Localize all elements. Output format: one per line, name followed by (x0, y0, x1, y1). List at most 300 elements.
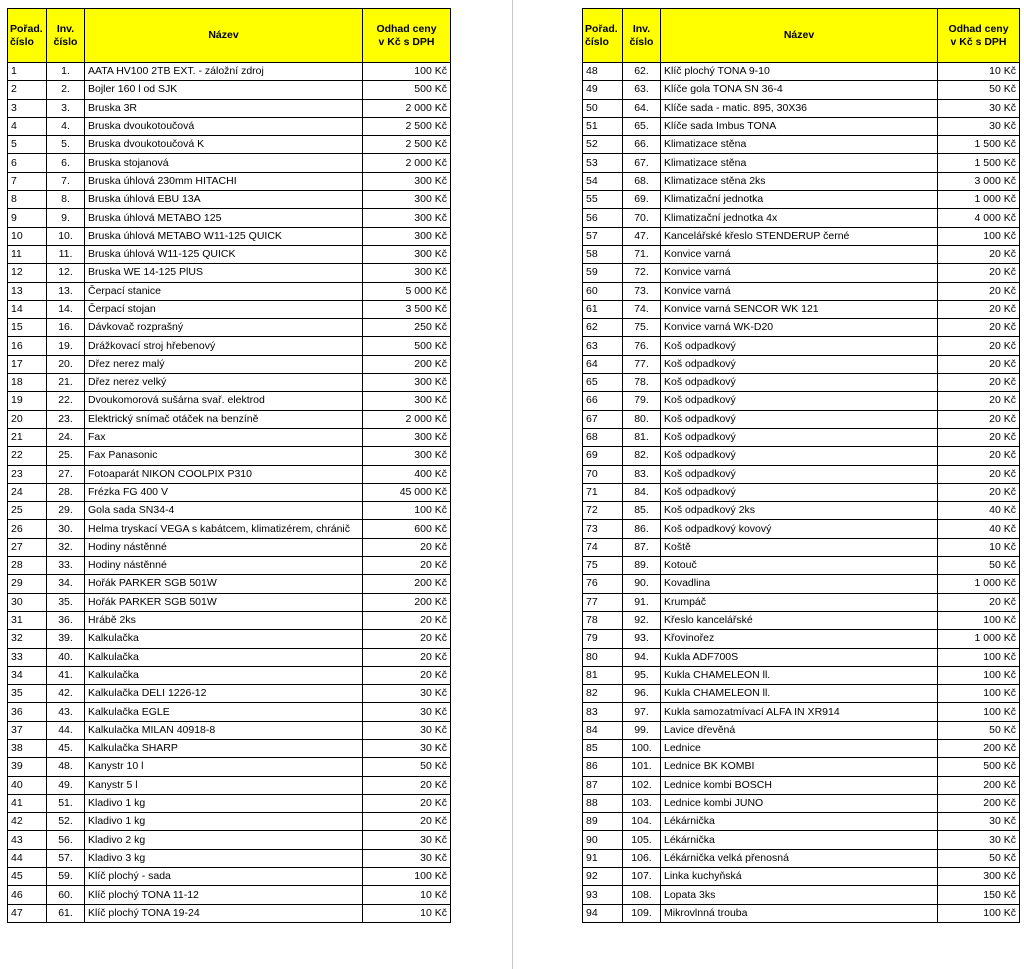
table-row (583, 776, 1020, 794)
price-cell: 20 Kč (938, 483, 1020, 501)
order-number-cell: 68 (583, 428, 623, 446)
table-row (8, 136, 451, 154)
item-name-cell: Klíče sada Imbus TONA (661, 117, 938, 135)
header-name: Název (85, 9, 363, 63)
price-cell: 100 Kč (938, 904, 1020, 922)
inventory-number-cell: 97. (623, 703, 661, 721)
price-cell: 200 Kč (363, 575, 451, 593)
item-name-cell: Koš odpadkový (661, 374, 938, 392)
price-cell: 500 Kč (363, 337, 451, 355)
table-row (8, 831, 451, 849)
price-cell: 2 000 Kč (363, 99, 451, 117)
price-cell: 20 Kč (938, 593, 1020, 611)
inventory-number-cell: 82. (623, 447, 661, 465)
price-cell: 1 000 Kč (938, 575, 1020, 593)
order-number-cell: 94 (583, 904, 623, 922)
price-cell: 300 Kč (938, 868, 1020, 886)
item-name-cell: Bruska úhlová EBU 13A (85, 191, 363, 209)
item-name-cell: Bruska úhlová METABO 125 (85, 209, 363, 227)
order-number-cell: 51 (583, 117, 623, 135)
order-number-cell: 14 (8, 300, 47, 318)
order-number-cell: 4 (8, 117, 47, 135)
table-row (583, 502, 1020, 520)
inventory-number-cell: 102. (623, 776, 661, 794)
inventory-number-cell: 35. (47, 593, 85, 611)
price-cell: 50 Kč (938, 721, 1020, 739)
price-cell: 20 Kč (363, 794, 451, 812)
order-number-cell: 79 (583, 630, 623, 648)
item-name-cell: Dvoukomorová sušárna svař. elektrod (85, 392, 363, 410)
item-name-cell: Fax Panasonic (85, 447, 363, 465)
price-cell: 30 Kč (938, 831, 1020, 849)
item-name-cell: Kalkulačka (85, 666, 363, 684)
inventory-number-cell: 6. (47, 154, 85, 172)
price-cell: 1 000 Kč (938, 191, 1020, 209)
price-cell: 100 Kč (938, 611, 1020, 629)
table-row (583, 758, 1020, 776)
item-name-cell: Hořák PARKER SGB 501W (85, 575, 363, 593)
table-row (8, 611, 451, 629)
price-cell: 20 Kč (363, 776, 451, 794)
price-cell: 100 Kč (938, 685, 1020, 703)
order-number-cell: 73 (583, 520, 623, 538)
item-name-cell: Koš odpadkový (661, 392, 938, 410)
order-number-cell: 3 (8, 99, 47, 117)
table-row (8, 502, 451, 520)
price-cell: 100 Kč (363, 63, 451, 81)
inventory-number-cell: 24. (47, 428, 85, 446)
inventory-number-cell: 32. (47, 538, 85, 556)
order-number-cell: 92 (583, 868, 623, 886)
price-cell: 20 Kč (938, 282, 1020, 300)
table-row (8, 685, 451, 703)
table-row (583, 81, 1020, 99)
item-name-cell: Lednice kombi JUNO (661, 794, 938, 812)
item-name-cell: Lednice (661, 739, 938, 757)
table-row (583, 666, 1020, 684)
inventory-number-cell: 83. (623, 465, 661, 483)
inventory-number-cell: 3. (47, 99, 85, 117)
price-cell: 10 Kč (938, 63, 1020, 81)
item-name-cell: Lékárnička velká přenosná (661, 849, 938, 867)
table-row (8, 538, 451, 556)
table-row (583, 337, 1020, 355)
table-row (8, 81, 451, 99)
inventory-number-cell: 41. (47, 666, 85, 684)
item-name-cell: Křeslo kancelářské (661, 611, 938, 629)
order-number-cell: 24 (8, 483, 47, 501)
item-name-cell: Čerpací stanice (85, 282, 363, 300)
inventory-number-cell: 4. (47, 117, 85, 135)
inventory-number-cell: 95. (623, 666, 661, 684)
inventory-number-cell: 93. (623, 630, 661, 648)
item-name-cell: Bruska úhlová METABO W11-125 QUICK (85, 227, 363, 245)
table-row (8, 209, 451, 227)
inventory-number-cell: 72. (623, 264, 661, 282)
order-number-cell: 52 (583, 136, 623, 154)
price-cell: 20 Kč (938, 428, 1020, 446)
order-number-cell: 61 (583, 300, 623, 318)
table-row (583, 172, 1020, 190)
inventory-number-cell: 52. (47, 813, 85, 831)
table-row (8, 245, 451, 263)
price-cell: 2 000 Kč (363, 410, 451, 428)
order-number-cell: 16 (8, 337, 47, 355)
table-row (583, 264, 1020, 282)
inventory-number-cell: 62. (623, 63, 661, 81)
price-cell: 100 Kč (363, 502, 451, 520)
price-cell: 3 000 Kč (938, 172, 1020, 190)
table-row (583, 282, 1020, 300)
table-row (8, 191, 451, 209)
price-cell: 300 Kč (363, 264, 451, 282)
inventory-number-cell: 85. (623, 502, 661, 520)
table-row (583, 849, 1020, 867)
price-cell: 250 Kč (363, 319, 451, 337)
order-number-cell: 78 (583, 611, 623, 629)
table-row (583, 739, 1020, 757)
price-cell: 100 Kč (938, 666, 1020, 684)
table-row (8, 319, 451, 337)
table-row (583, 538, 1020, 556)
order-number-cell: 64 (583, 355, 623, 373)
inventory-number-cell: 64. (623, 99, 661, 117)
item-name-cell: Kalkulačka MILAN 40918-8 (85, 721, 363, 739)
inventory-number-cell: 16. (47, 319, 85, 337)
inventory-number-cell: 49. (47, 776, 85, 794)
order-number-cell: 74 (583, 538, 623, 556)
item-name-cell: Konvice varná SENCOR WK 121 (661, 300, 938, 318)
order-number-cell: 55 (583, 191, 623, 209)
table-row (8, 739, 451, 757)
inventory-number-cell: 61. (47, 904, 85, 922)
price-cell: 30 Kč (363, 831, 451, 849)
item-name-cell: Konvice varná (661, 264, 938, 282)
table-row (583, 117, 1020, 135)
order-number-cell: 7 (8, 172, 47, 190)
table-row (8, 300, 451, 318)
order-number-cell: 18 (8, 374, 47, 392)
order-number-cell: 40 (8, 776, 47, 794)
item-name-cell: Fotoaparát NIKON COOLPIX P310 (85, 465, 363, 483)
price-cell: 30 Kč (938, 117, 1020, 135)
inventory-number-cell: 87. (623, 538, 661, 556)
table-row (8, 117, 451, 135)
item-name-cell: Kanystr 10 l (85, 758, 363, 776)
inventory-number-cell: 68. (623, 172, 661, 190)
inventory-number-cell: 10. (47, 227, 85, 245)
price-cell: 300 Kč (363, 374, 451, 392)
item-name-cell: Koš odpadkový (661, 465, 938, 483)
item-name-cell: Koš odpadkový (661, 483, 938, 501)
inventory-number-cell: 89. (623, 557, 661, 575)
header-inventory-number: Inv. číslo (47, 9, 85, 63)
price-cell: 20 Kč (938, 355, 1020, 373)
price-cell: 10 Kč (938, 538, 1020, 556)
table-row (8, 264, 451, 282)
order-number-cell: 32 (8, 630, 47, 648)
inventory-number-cell: 96. (623, 685, 661, 703)
item-name-cell: Konvice varná WK-D20 (661, 319, 938, 337)
item-name-cell: Koš odpadkový (661, 428, 938, 446)
table-row (583, 447, 1020, 465)
header-order-number: Pořad. číslo (8, 9, 47, 63)
inventory-number-cell: 70. (623, 209, 661, 227)
item-name-cell: Hodiny nástěnné (85, 557, 363, 575)
table-row (8, 593, 451, 611)
table-row (583, 813, 1020, 831)
table-row (8, 337, 451, 355)
item-name-cell: Bruska 3R (85, 99, 363, 117)
order-number-cell: 11 (8, 245, 47, 263)
table-row (8, 355, 451, 373)
item-name-cell: Koš odpadkový (661, 410, 938, 428)
inventory-number-cell: 21. (47, 374, 85, 392)
price-cell: 50 Kč (363, 758, 451, 776)
table-row (8, 227, 451, 245)
item-name-cell: Hrábě 2ks (85, 611, 363, 629)
table-row (583, 154, 1020, 172)
price-cell: 20 Kč (363, 538, 451, 556)
table-row (583, 191, 1020, 209)
table-row (8, 703, 451, 721)
item-name-cell: Krumpáč (661, 593, 938, 611)
price-cell: 30 Kč (938, 99, 1020, 117)
table-row (583, 99, 1020, 117)
inventory-number-cell: 94. (623, 648, 661, 666)
inventory-number-cell: 43. (47, 703, 85, 721)
order-number-cell: 2 (8, 81, 47, 99)
order-number-cell: 46 (8, 886, 47, 904)
price-cell: 100 Kč (938, 227, 1020, 245)
table-row (8, 886, 451, 904)
table-header-row (583, 9, 1020, 63)
order-number-cell: 63 (583, 337, 623, 355)
inventory-number-cell: 25. (47, 447, 85, 465)
item-name-cell: Koště (661, 538, 938, 556)
price-cell: 20 Kč (938, 300, 1020, 318)
page-divider (512, 0, 513, 969)
order-number-cell: 33 (8, 648, 47, 666)
header-price: Odhad ceny v Kč s DPH (938, 9, 1020, 63)
table-row (8, 282, 451, 300)
price-cell: 300 Kč (363, 428, 451, 446)
order-number-cell: 88 (583, 794, 623, 812)
price-cell: 1 500 Kč (938, 136, 1020, 154)
item-name-cell: Kanystr 5 l (85, 776, 363, 794)
inventory-number-cell: 90. (623, 575, 661, 593)
order-number-cell: 27 (8, 538, 47, 556)
price-cell: 2 000 Kč (363, 154, 451, 172)
item-name-cell: Lavice dřevěná (661, 721, 938, 739)
price-cell: 100 Kč (363, 868, 451, 886)
table-row (583, 319, 1020, 337)
price-cell: 200 Kč (363, 593, 451, 611)
table-row (8, 776, 451, 794)
order-number-cell: 25 (8, 502, 47, 520)
item-name-cell: Kukla samozatmívací ALFA IN XR914 (661, 703, 938, 721)
order-number-cell: 58 (583, 245, 623, 263)
item-name-cell: Kukla ADF700S (661, 648, 938, 666)
order-number-cell: 21 (8, 428, 47, 446)
item-name-cell: Klimatizace stěna 2ks (661, 172, 938, 190)
table-row (8, 630, 451, 648)
table-row (583, 630, 1020, 648)
item-name-cell: Kladivo 3 kg (85, 849, 363, 867)
table-row (8, 154, 451, 172)
item-name-cell: Drážkovací stroj hřebenový (85, 337, 363, 355)
order-number-cell: 31 (8, 611, 47, 629)
order-number-cell: 87 (583, 776, 623, 794)
price-cell: 30 Kč (363, 685, 451, 703)
inventory-table-right (582, 8, 1020, 923)
item-name-cell: Bruska úhlová W11-125 QUICK (85, 245, 363, 263)
inventory-number-cell: 65. (623, 117, 661, 135)
table-row (8, 648, 451, 666)
item-name-cell: Bruska dvoukotoučová K (85, 136, 363, 154)
inventory-number-cell: 79. (623, 392, 661, 410)
table-row (8, 410, 451, 428)
table-row (8, 849, 451, 867)
inventory-number-cell: 108. (623, 886, 661, 904)
inventory-number-cell: 109. (623, 904, 661, 922)
item-name-cell: Lednice kombi BOSCH (661, 776, 938, 794)
table-row (8, 666, 451, 684)
order-number-cell: 5 (8, 136, 47, 154)
item-name-cell: Klíč plochý - sada (85, 868, 363, 886)
inventory-number-cell: 107. (623, 868, 661, 886)
price-cell: 400 Kč (363, 465, 451, 483)
inventory-number-cell: 100. (623, 739, 661, 757)
order-number-cell: 48 (583, 63, 623, 81)
item-name-cell: Koš odpadkový (661, 447, 938, 465)
price-cell: 30 Kč (363, 739, 451, 757)
order-number-cell: 39 (8, 758, 47, 776)
table-row (583, 685, 1020, 703)
order-number-cell: 72 (583, 502, 623, 520)
price-cell: 50 Kč (938, 557, 1020, 575)
table-row (8, 99, 451, 117)
table-body-left (8, 63, 451, 923)
price-cell: 20 Kč (938, 264, 1020, 282)
order-number-cell: 45 (8, 868, 47, 886)
inventory-number-cell: 34. (47, 575, 85, 593)
order-number-cell: 35 (8, 685, 47, 703)
order-number-cell: 49 (583, 81, 623, 99)
price-cell: 100 Kč (938, 703, 1020, 721)
order-number-cell: 41 (8, 794, 47, 812)
table-row (583, 63, 1020, 81)
price-cell: 20 Kč (938, 337, 1020, 355)
table-row (583, 721, 1020, 739)
table-row (8, 904, 451, 922)
order-number-cell: 9 (8, 209, 47, 227)
inventory-number-cell: 77. (623, 355, 661, 373)
inventory-number-cell: 51. (47, 794, 85, 812)
price-cell: 50 Kč (938, 81, 1020, 99)
inventory-number-cell: 105. (623, 831, 661, 849)
inventory-number-cell: 91. (623, 593, 661, 611)
item-name-cell: Kancelářské křeslo STENDERUP černé (661, 227, 938, 245)
inventory-number-cell: 67. (623, 154, 661, 172)
table-row (8, 392, 451, 410)
order-number-cell: 29 (8, 575, 47, 593)
order-number-cell: 71 (583, 483, 623, 501)
table-row (583, 794, 1020, 812)
price-cell: 1 500 Kč (938, 154, 1020, 172)
inventory-number-cell: 30. (47, 520, 85, 538)
table-row (583, 392, 1020, 410)
price-cell: 200 Kč (938, 794, 1020, 812)
order-number-cell: 10 (8, 227, 47, 245)
inventory-number-cell: 23. (47, 410, 85, 428)
item-name-cell: Elektrický snímač otáček na benzíně (85, 410, 363, 428)
price-cell: 20 Kč (938, 447, 1020, 465)
item-name-cell: Lékárnička (661, 831, 938, 849)
item-name-cell: Bruska úhlová 230mm HITACHI (85, 172, 363, 190)
item-name-cell: Kovadlina (661, 575, 938, 593)
item-name-cell: Klimatizační jednotka 4x (661, 209, 938, 227)
order-number-cell: 37 (8, 721, 47, 739)
inventory-number-cell: 11. (47, 245, 85, 263)
inventory-number-cell: 5. (47, 136, 85, 154)
price-cell: 100 Kč (938, 648, 1020, 666)
order-number-cell: 8 (8, 191, 47, 209)
order-number-cell: 50 (583, 99, 623, 117)
order-number-cell: 81 (583, 666, 623, 684)
item-name-cell: Helma tryskací VEGA s kabátcem, klimatizérem, chránič (85, 520, 363, 538)
price-cell: 30 Kč (363, 721, 451, 739)
item-name-cell: Kalkulačka DELI 1226-12 (85, 685, 363, 703)
inventory-number-cell: 22. (47, 392, 85, 410)
table-row (583, 136, 1020, 154)
inventory-table-left (7, 8, 451, 923)
price-cell: 300 Kč (363, 447, 451, 465)
order-number-cell: 67 (583, 410, 623, 428)
order-number-cell: 38 (8, 739, 47, 757)
order-number-cell: 42 (8, 813, 47, 831)
table-row (583, 374, 1020, 392)
header-order-number: Pořad. číslo (583, 9, 623, 63)
inventory-number-cell: 57. (47, 849, 85, 867)
order-number-cell: 62 (583, 319, 623, 337)
table-row (8, 794, 451, 812)
inventory-number-cell: 7. (47, 172, 85, 190)
item-name-cell: Konvice varná (661, 245, 938, 263)
inventory-number-cell: 29. (47, 502, 85, 520)
price-cell: 20 Kč (938, 410, 1020, 428)
table-row (583, 410, 1020, 428)
item-name-cell: Bruska stojanová (85, 154, 363, 172)
item-name-cell: Klimatizace stěna (661, 136, 938, 154)
item-name-cell: Hodiny nástěnné (85, 538, 363, 556)
inventory-number-cell: 59. (47, 868, 85, 886)
item-name-cell: Koš odpadkový kovový (661, 520, 938, 538)
item-name-cell: Kukla CHAMELEON ll. (661, 666, 938, 684)
inventory-number-cell: 76. (623, 337, 661, 355)
inventory-number-cell: 27. (47, 465, 85, 483)
inventory-number-cell: 2. (47, 81, 85, 99)
order-number-cell: 60 (583, 282, 623, 300)
inventory-number-cell: 63. (623, 81, 661, 99)
inventory-number-cell: 66. (623, 136, 661, 154)
inventory-number-cell: 45. (47, 739, 85, 757)
inventory-number-cell: 14. (47, 300, 85, 318)
price-cell: 20 Kč (363, 666, 451, 684)
price-cell: 2 500 Kč (363, 117, 451, 135)
item-name-cell: Fax (85, 428, 363, 446)
table-row (583, 886, 1020, 904)
